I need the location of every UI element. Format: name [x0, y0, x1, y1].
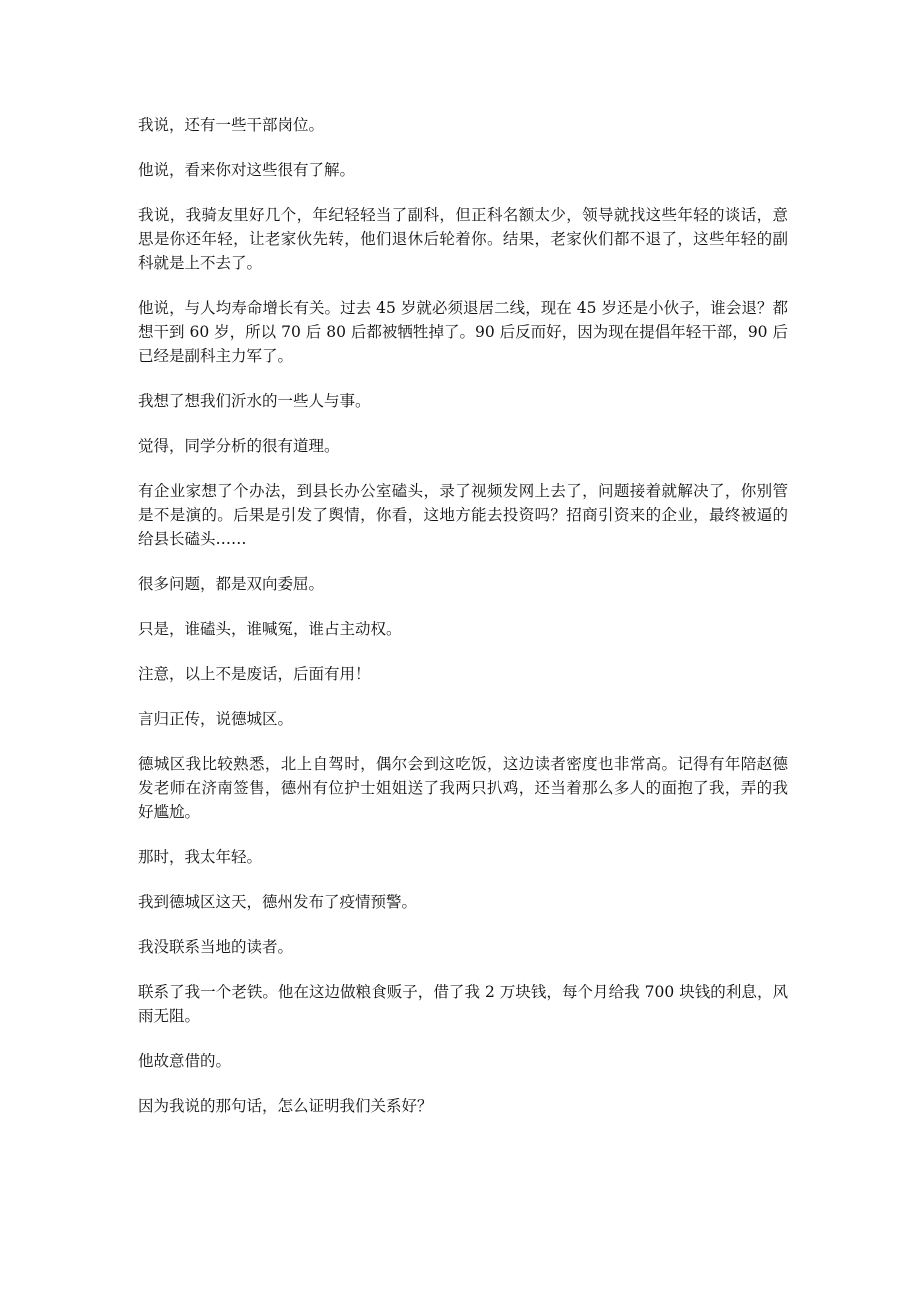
paragraph: 他故意借的。: [138, 1052, 232, 1070]
document-body: [138, 113, 788, 1139]
paragraph: 很多问题，都是双向委屈。: [138, 575, 325, 593]
paragraph: 只是，谁磕头，谁喊冤，谁占主动权。: [138, 620, 402, 638]
paragraph: 我说，我骑友里好几个，年纪轻轻当了副科，但正科名额太少，领导就找这些年轻的谈话，意思是你还年轻，让老家伙先转，他们退休后轮着你。结果，老家伙们都不退了，这些年轻的副科就是上不去了。: [138, 206, 788, 272]
paragraph: 觉得，同学分析的很有道理。: [138, 437, 340, 455]
paragraph: 我想了想我们沂水的一些人与事。: [138, 392, 371, 410]
paragraph: 我说，还有一些干部岗位。: [138, 116, 325, 134]
paragraph: 德城区我比较熟悉，北上自驾时，偶尔会到这吃饭，这边读者密度也非常高。记得有年陪赵德发老师在济南签售，德州有位护士姐姐送了我两只扒鸡，还当着那么多人的面抱了我，弄的我好尴尬。: [138, 755, 788, 821]
paragraph: 注意，以上不是废话，后面有用！: [138, 665, 371, 683]
paragraph: 我没联系当地的读者。: [138, 938, 294, 956]
paragraph: 我到德城区这天，德州发布了疫情预警。: [138, 893, 418, 911]
paragraph: 那时，我太年轻。: [138, 848, 263, 866]
paragraph: 因为我说的那句话，怎么证明我们关系好？: [138, 1097, 433, 1115]
paragraph: 他说，看来你对这些很有了解。: [138, 161, 356, 179]
paragraph: 联系了我一个老铁。他在这边做粮食贩子，借了我 2 万块钱，每个月给我 700 块钱的利息，风雨无阻。: [138, 983, 788, 1025]
paragraph: 言归正传，说德城区。: [138, 710, 294, 728]
paragraph: 有企业家想了个办法，到县长办公室磕头，录了视频发网上去了，问题接着就解决了，你别管是不是演的。后果是引发了舆情，你看，这地方能去投资吗？招商引资来的企业，最终被逼的给县长磕头……: [138, 482, 788, 548]
paragraph: 他说，与人均寿命增长有关。过去 45 岁就必须退居二线，现在 45 岁还是小伙子，谁会退？都想干到 60 岁，所以 70 后 80 后都被牺牲掉了。90 后反而好，因为现在提倡年轻干部，90 后已经是副科主力军了。: [138, 299, 788, 365]
